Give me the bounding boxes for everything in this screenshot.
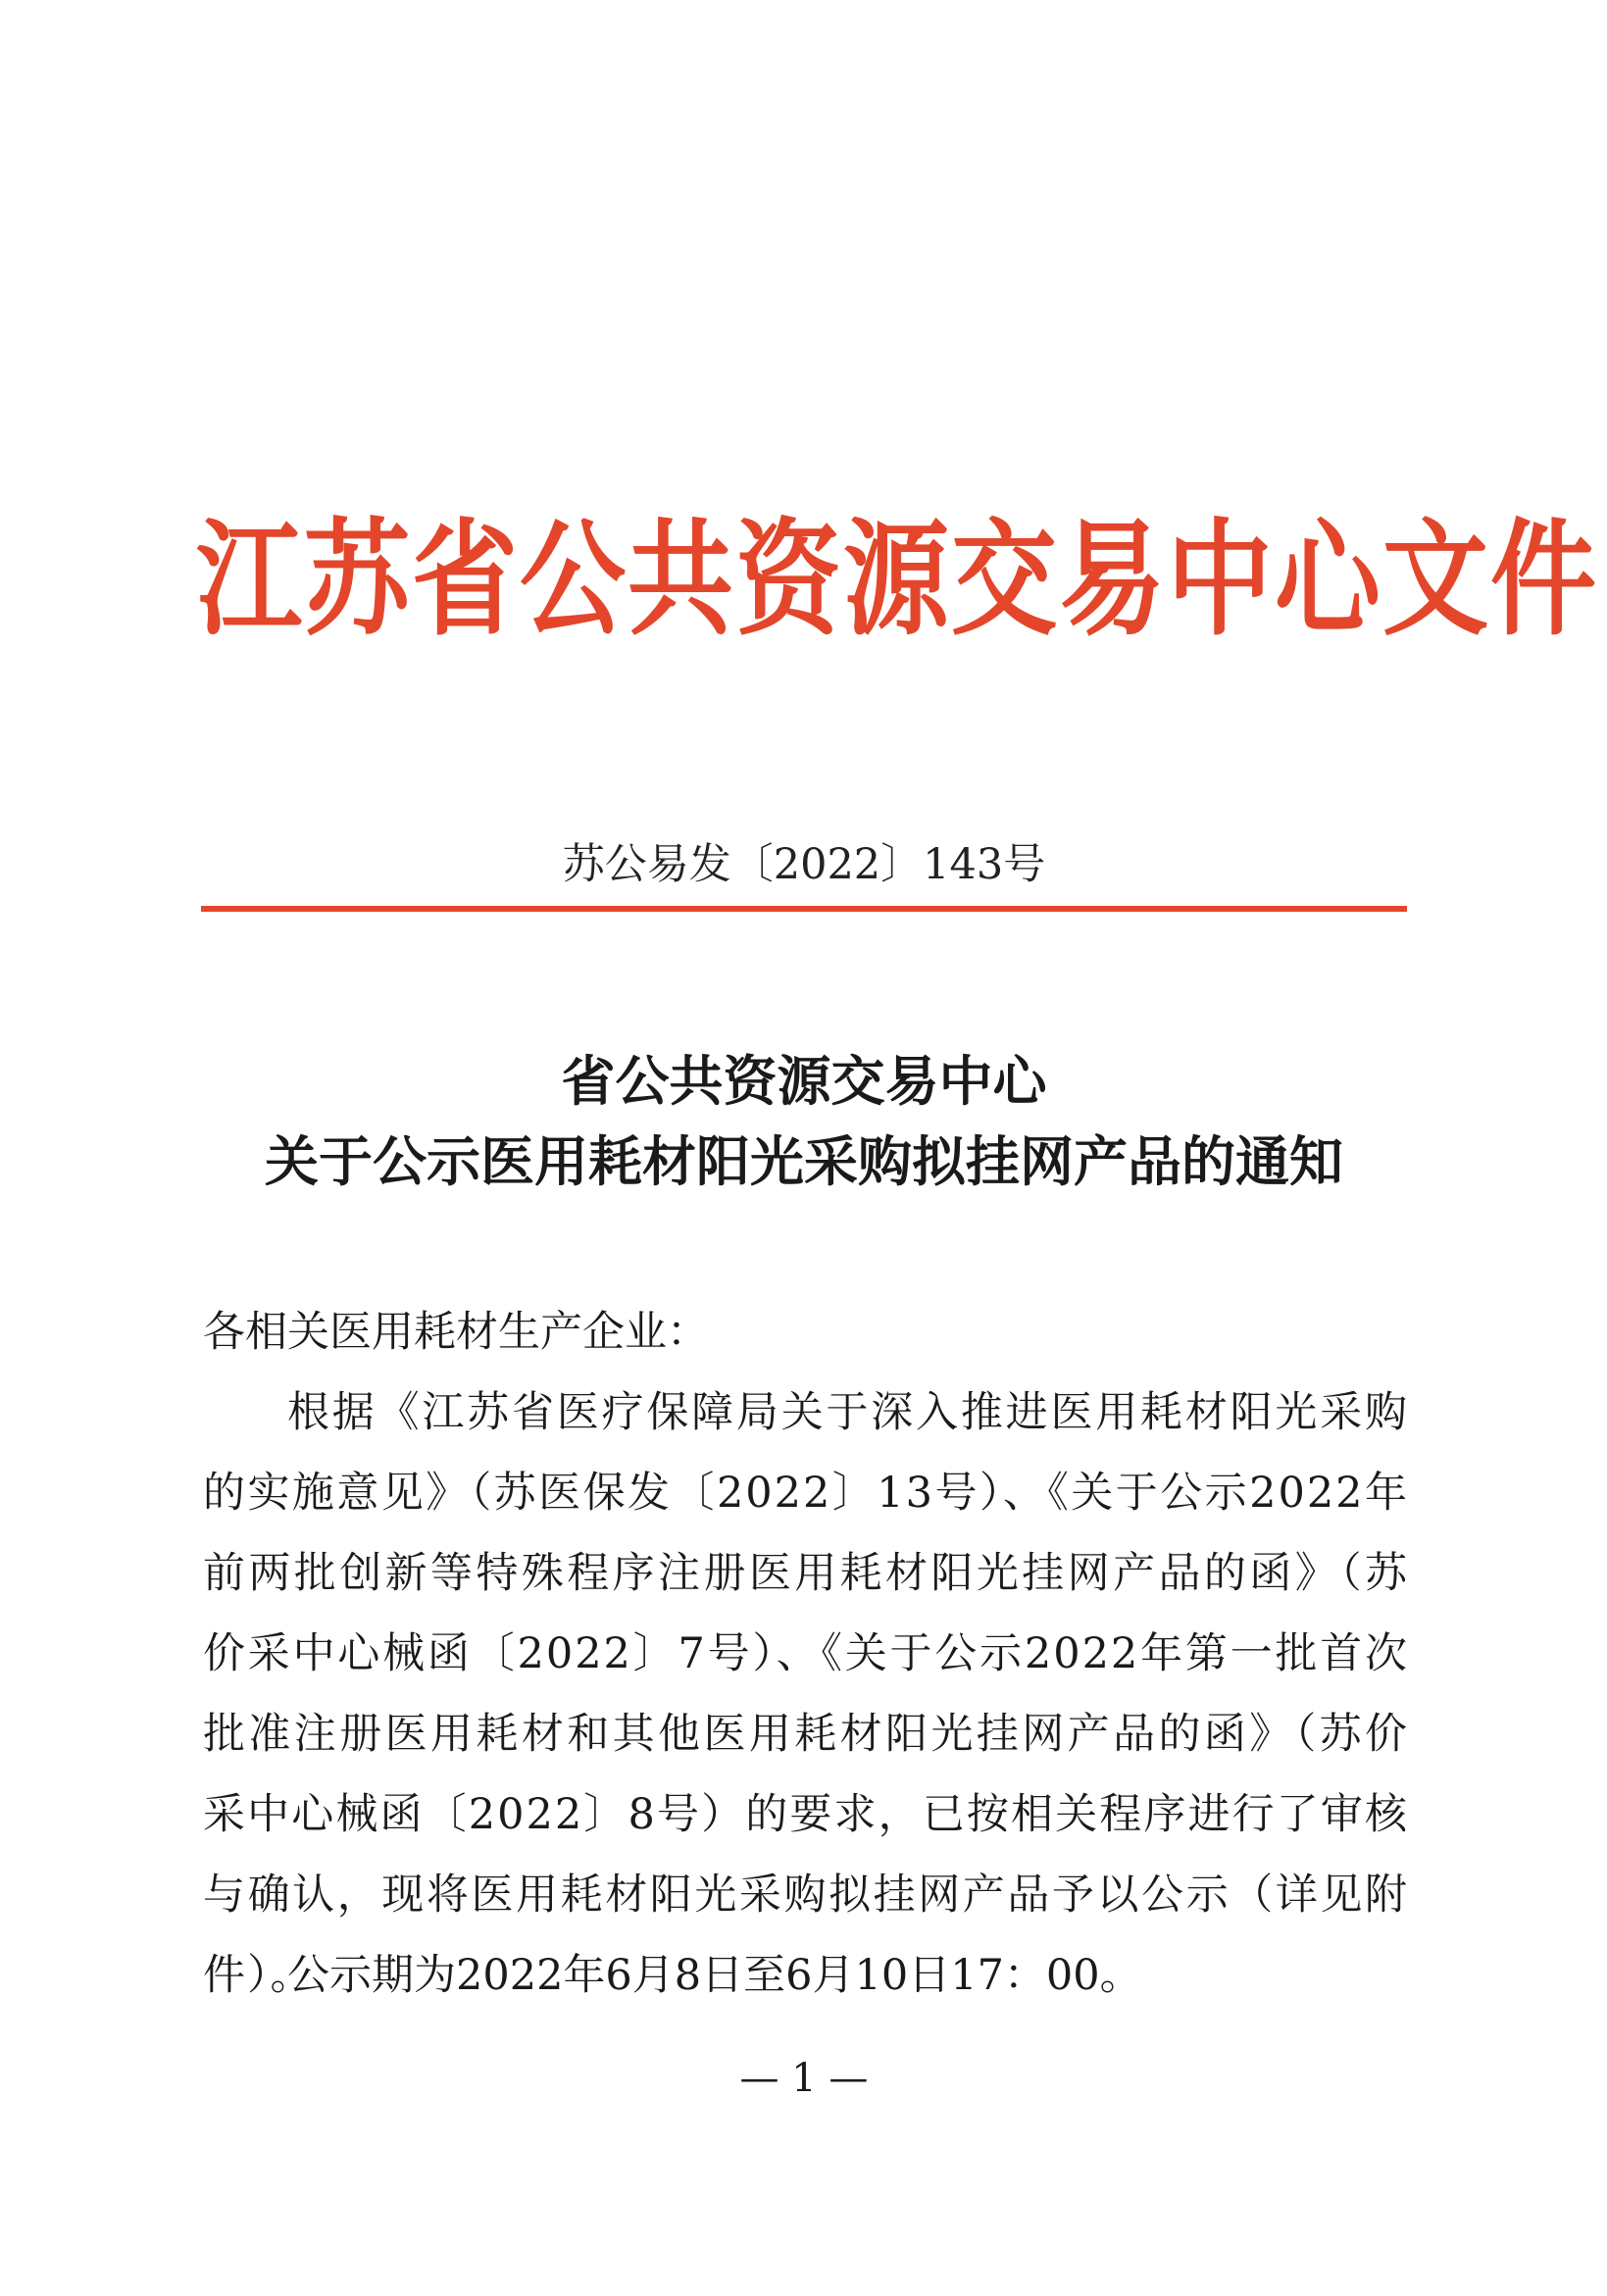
issuing-organization-title: 江苏省公共资源交易中心文件: [196, 508, 1599, 653]
red-divider-line: [201, 906, 1407, 912]
document-number: 苏公易发〔2022〕143号: [562, 840, 1046, 889]
page-number: — 1 —: [739, 2056, 869, 2101]
notice-title-line-2: 关于公示医用耗材阳光采购拟挂网产品的通知: [264, 1129, 1343, 1193]
notice-title-line-1: 省公共资源交易中心: [561, 1049, 1047, 1113]
body-paragraph-2: 公示期为2022年6月8日至6月10日17：00。: [287, 1951, 1142, 2000]
body-paragraph-1: 根据《江苏省医疗保障局关于深入推进医用耗材阳光采购的实施意见》（苏医保发〔2022〕13号）、《关于公示2022年前两批创新等特殊程序注册医用耗材阳光挂网产品的函》（苏价采中心械函〔2022〕7号）、《关于公示2022年第一批首次批准注册医用耗材和其他医用耗材阳光挂网产品的函》（苏价采中心械函〔2022〕8号）的要求，已按相关程序进行了审核与确认，现将医用耗材阳光采购拟挂网产品予以公示（详见附件）。: [203, 1388, 1409, 2000]
salutation: 各相关医用耗材生产企业：: [203, 1308, 709, 1357]
